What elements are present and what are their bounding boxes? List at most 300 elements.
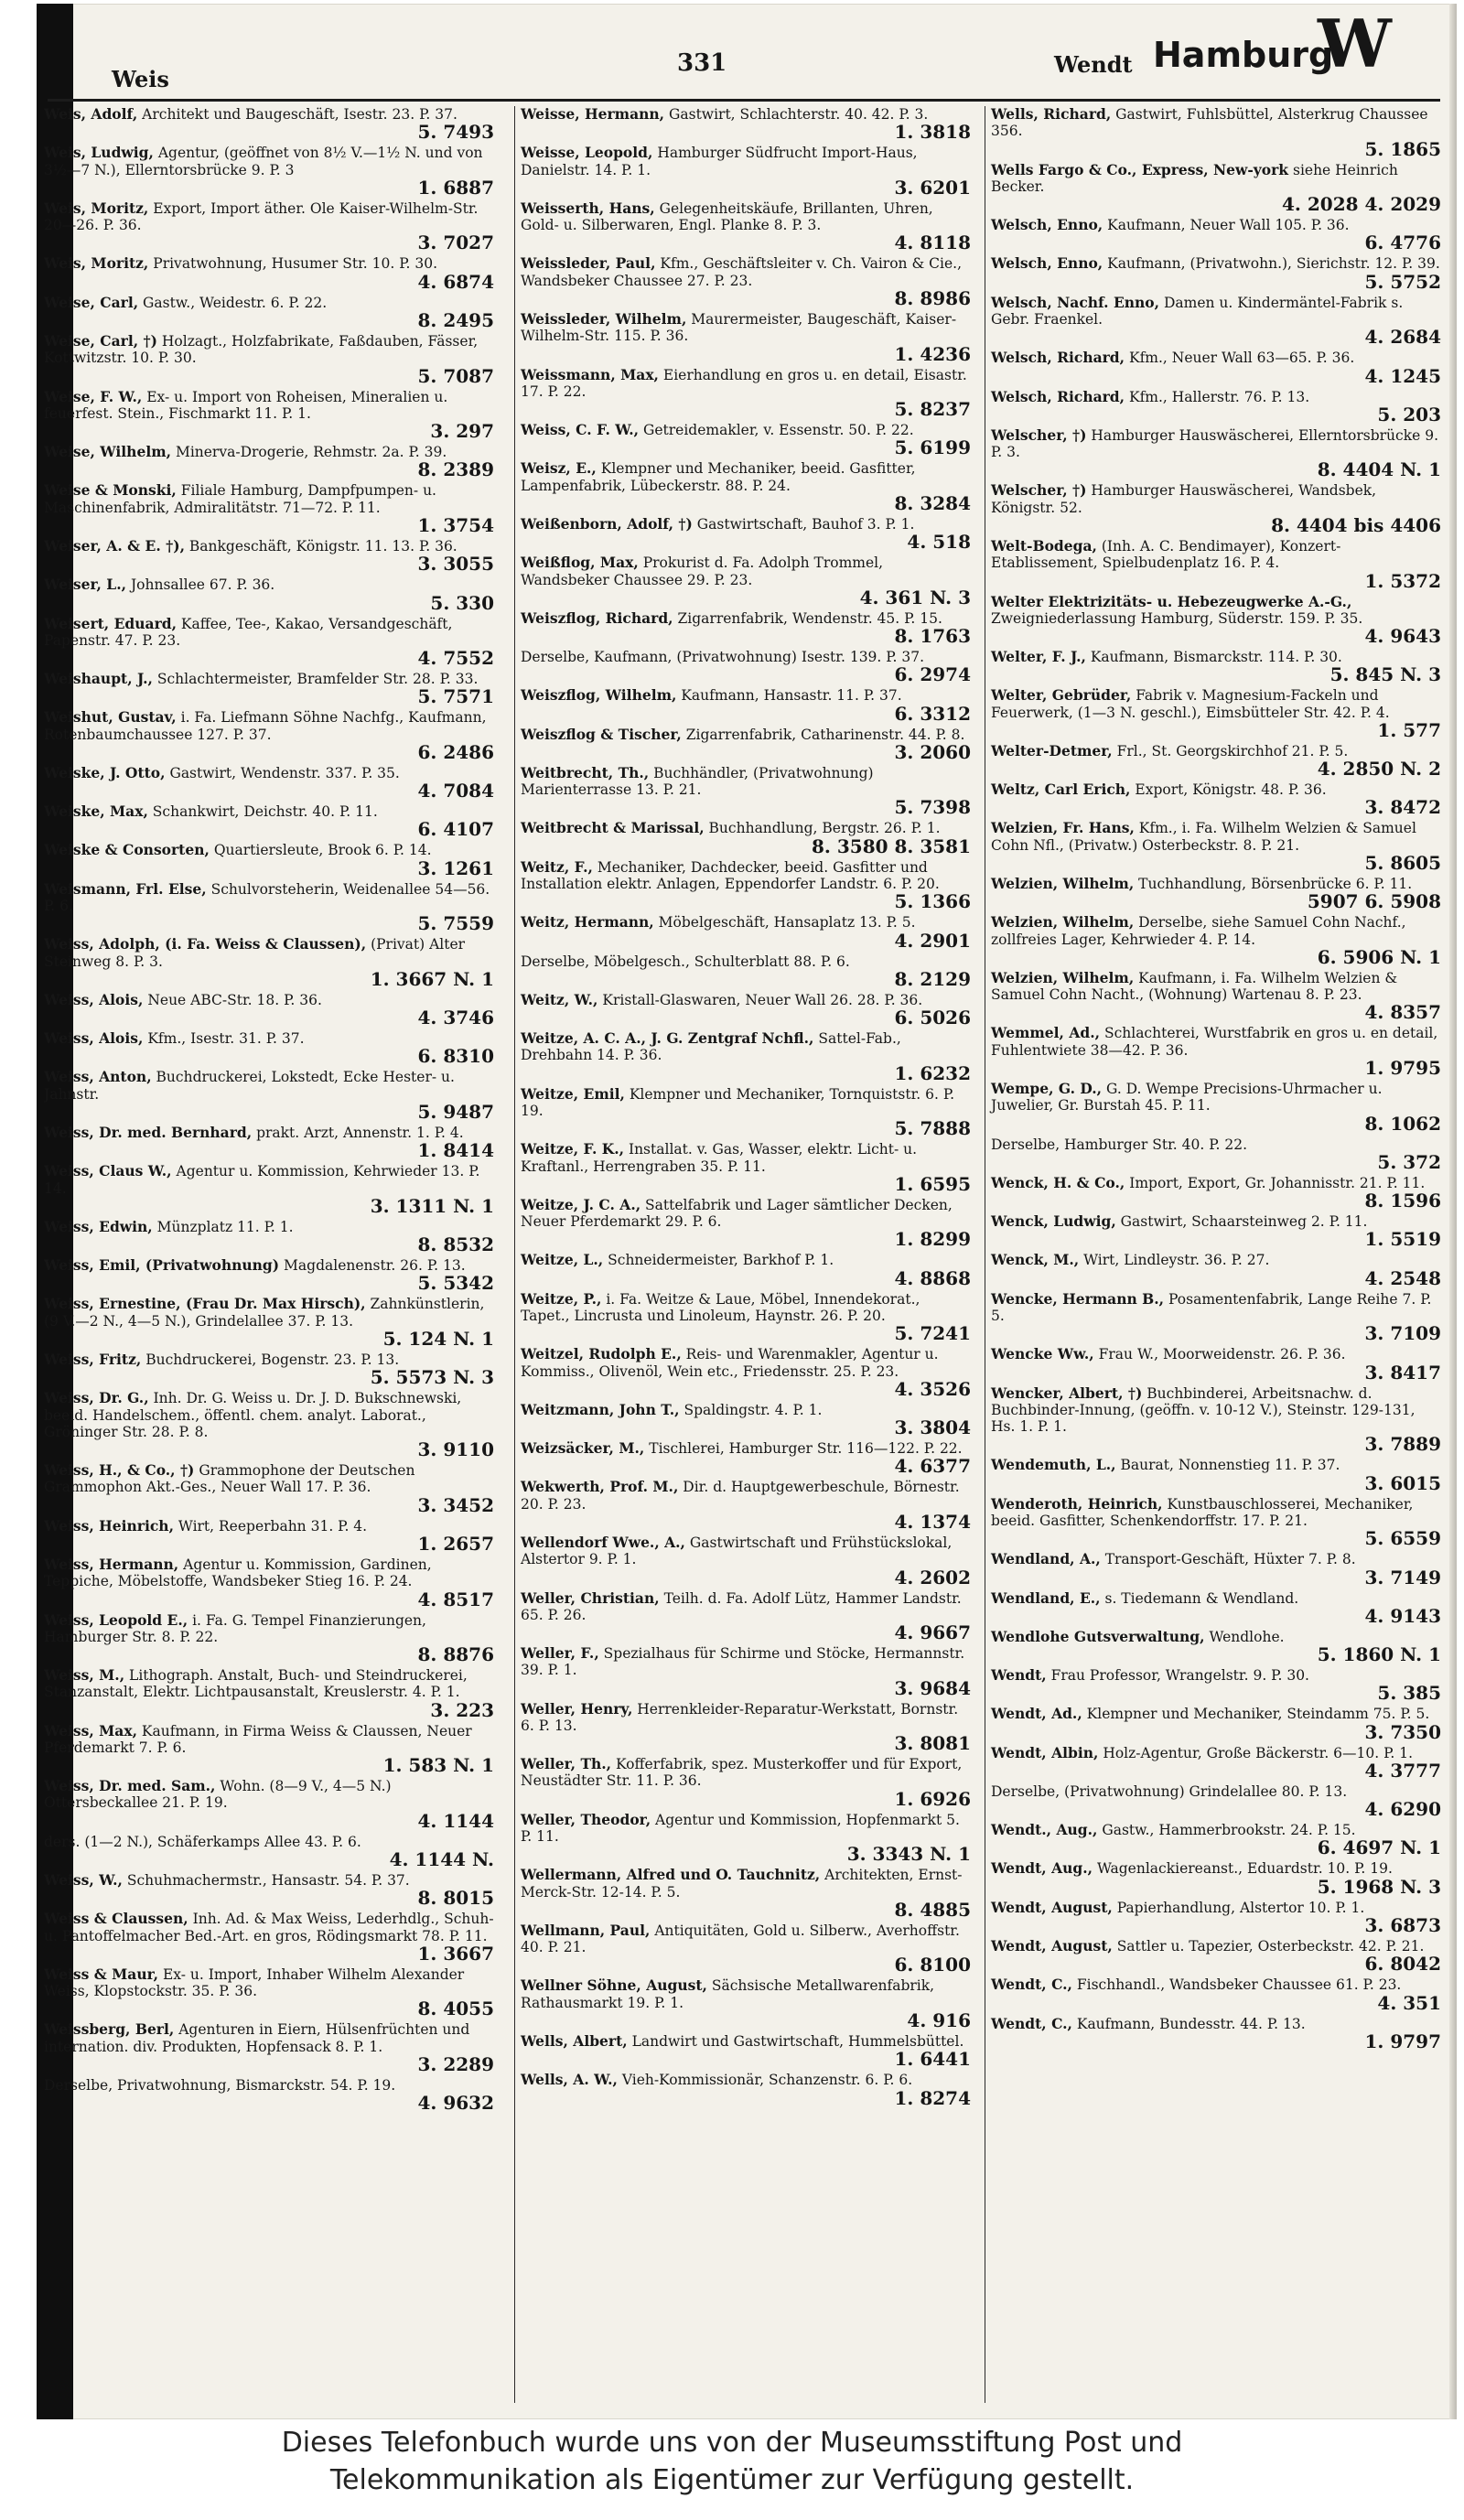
entry-name: Weisse, Hermann, — [521, 106, 665, 123]
directory-entry — [991, 1551, 1441, 1587]
entry-name: Wendemuth, L., — [991, 1456, 1116, 1474]
entry-name: Wendland, E., — [991, 1588, 1101, 1607]
directory-entry — [44, 936, 494, 989]
entry-detail: Buchdruckerei, Bogenstr. 23. P. 13. — [145, 1351, 400, 1368]
entry-detail: Sattel-Fab., Drehbahn 14. P. 36. — [521, 1030, 901, 1064]
directory-entry — [44, 200, 494, 253]
header-last-entry: Wendt — [1054, 51, 1133, 78]
directory-entry — [991, 1629, 1441, 1664]
entry-detail: Buchdruckerei, Lokstedt, Ecke Hester- u. Jahnstr. — [44, 1069, 455, 1103]
entry-phone-number: 5. 6199 — [894, 436, 971, 459]
directory-entry — [521, 1197, 971, 1250]
entry-detail: Derselbe, Hamburger Str. 40. P. 22. — [991, 1136, 1248, 1153]
entry-name: Weißflog, Max, — [521, 554, 639, 572]
directory-entry — [44, 1966, 494, 2019]
entry-detail: i. Fa. Weitze & Laue, Möbel, Innendekorat., Tapet., Lincrusta und Linoleum, Haynstr. 26. P. 20. — [521, 1290, 920, 1324]
directory-entry — [991, 1667, 1441, 1703]
entry-detail: Antiquitäten, Gold u. Silberw., Averhoffstr. 40. P. 21. — [521, 1922, 960, 1956]
directory-entry — [521, 1291, 971, 1344]
entry-name: Wendt, August, — [991, 1937, 1113, 1955]
entry-name: Weiske & Consorten, — [44, 841, 210, 859]
entry-name: Welsch, Richard, — [991, 349, 1125, 367]
entry-detail: Gastw., Hammerbrookstr. 24. P. 15. — [1102, 1822, 1356, 1839]
directory-entry — [44, 1462, 494, 1515]
entry-name: Weißenborn, Adolf, †) — [521, 514, 693, 533]
entry-detail: Agentur u. Kommission, Gardinen, Teppiche, Möbelstoffe, Wandsbeker Stieg 16. P. 24. — [44, 1556, 432, 1590]
entry-phone-number: 5. 7493 — [417, 121, 494, 144]
entry-detail: Teilh. d. Fa. Adolf Lütz, Hammer Landstr. 65. P. 26. — [521, 1589, 962, 1623]
header-first-entry: Weis — [112, 66, 169, 92]
directory-entry — [44, 1556, 494, 1610]
directory-entry — [521, 516, 971, 552]
directory-entry — [991, 1976, 1441, 2012]
entry-name: Welsch, Nachf. Enno, — [991, 293, 1160, 311]
entry-name: Weiss, Hermann, — [44, 1555, 179, 1573]
entry-detail: Gastwirtschaft und Frühstückslokal, Alstertor 9. P. 1. — [521, 1534, 953, 1568]
column-2 — [514, 106, 971, 2403]
entry-name: Wellner Söhne, August, — [521, 1976, 707, 1995]
entry-name: Wells, A. W., — [521, 2071, 618, 2089]
entry-phone-number: 3. 6015 — [1364, 1471, 1441, 1494]
entry-detail: Wirt, Reeperbahn 31. P. 4. — [178, 1517, 368, 1535]
entry-phone-number: 3. 9684 — [894, 1676, 971, 1699]
entry-name: Wencke, Hermann B., — [991, 1289, 1165, 1308]
entry-name: Weishut, Gustav, — [44, 708, 177, 727]
directory-entry — [44, 765, 494, 801]
entry-phone-number: 4. 2684 — [1364, 326, 1441, 349]
entry-detail: Herrenkleider-Reparatur-Werkstatt, Bornstr. 6. P. 13. — [521, 1700, 959, 1734]
directory-entry — [521, 1590, 971, 1643]
entry-phone-number: 1. 5372 — [1364, 569, 1441, 592]
entry-name: Wendt, August, — [991, 1898, 1113, 1916]
entry-phone-number: 5907 6. 5908 — [1307, 890, 1441, 913]
entry-name: Weitzmann, John T., — [521, 1400, 680, 1418]
entry-detail: Wagenlackiereanst., Eduardstr. 10. P. 19. — [1096, 1860, 1393, 1878]
entry-detail: Agentur und Kommission, Hopfenmarkt 5. P. 11. — [521, 1811, 960, 1846]
entry-phone-number: 3. 7027 — [417, 232, 494, 254]
entry-detail: Fabrik v. Magnesium-Fackeln und Feuerwerk, (1—3 N. geschl.), Eimsbütteler Str. 42. P. 4. — [991, 687, 1390, 721]
entry-name: Welsch, Enno, — [991, 254, 1103, 273]
entry-phone-number: 4. 8357 — [1364, 1001, 1441, 1024]
entry-phone-number: 5. 8605 — [1364, 852, 1441, 875]
entry-detail: Buchbinderei, Arbeitsnachw. d. Buchbinder-Innung, (geöffn. v. 10-12 V.), Steinstr. 129-131, Hs. 1. P. 1. — [991, 1384, 1416, 1436]
entry-phone-number: 3. 297 — [430, 420, 494, 443]
entry-phone-number: 6. 5906 N. 1 — [1317, 945, 1441, 968]
entry-name: Weise, Wilhelm, — [44, 443, 172, 461]
entry-phone-number: 1. 6441 — [894, 2048, 971, 2071]
directory-entry — [521, 367, 971, 420]
entry-name: Weiss, C. F. W., — [521, 421, 640, 439]
entry-detail: Schneidermeister, Barkhof P. 1. — [608, 1252, 834, 1269]
entry-detail: Kfm., Neuer Wall 63—65. P. 36. — [1128, 350, 1355, 367]
entry-detail: Kaufmann, in Firma Weiss & Claussen, Neuer Pferdemarkt 7. P. 6. — [44, 1722, 472, 1756]
entry-detail: Hamburger Hauswäscherei, Wandsbek, Königstr. 52. — [991, 482, 1377, 516]
directory-entry — [521, 1645, 971, 1698]
entry-phone-number: 3. 7350 — [1364, 1720, 1441, 1743]
directory-entry — [991, 820, 1441, 873]
entry-name: Welsch, Richard, — [991, 387, 1125, 405]
entry-name: Weiss, Heinrich, — [44, 1516, 174, 1535]
entry-detail: Kristall-Glaswaren, Neuer Wall 26. 28. P. 36. — [602, 991, 923, 1008]
entry-name: Weitbrecht, Th., — [521, 763, 650, 781]
entry-phone-number: 4. 6290 — [1364, 1798, 1441, 1821]
entry-name: Wellmann, Paul, — [521, 1921, 651, 1939]
page-number: 331 — [677, 49, 727, 77]
entry-detail: Inh. Dr. G. Weiss u. Dr. J. D. Bukschnewski, beeid. Handelschem., öffentl. chem. analyt. Laborat., Gröninger Str. 28. P. 8. — [44, 1390, 462, 1440]
directory-entry — [44, 2077, 494, 2113]
entry-name: Weiss, Fritz, — [44, 1350, 142, 1368]
entry-name: Wells Fargo & Co., Express, New-york — [991, 160, 1289, 178]
entry-detail: Reis- und Warenmakler, Agentur u. Kommiss., Olivenöl, Wein etc., Friedensstr. 25. P. 23. — [521, 1346, 939, 1380]
entry-phone-number: 3. 2060 — [894, 740, 971, 763]
directory-entry — [991, 1745, 1441, 1781]
entry-phone-number: 4. 2850 N. 2 — [1317, 758, 1441, 781]
entry-phone-number: 6. 8100 — [894, 1954, 971, 1976]
directory-entry — [521, 914, 971, 950]
entry-detail: Frau Professor, Wrangelstr. 9. P. 30. — [1050, 1667, 1309, 1685]
entry-name: Weller, Th., — [521, 1755, 612, 1773]
directory-entry — [991, 162, 1441, 215]
directory-entry — [991, 295, 1441, 348]
entry-detail: siehe Heinrich Becker. — [991, 161, 1398, 195]
entry-name: Wencker, Albert, †) — [991, 1384, 1143, 1402]
entry-name: Weiss & Maur, — [44, 1965, 159, 1983]
entry-detail: Derselbe, siehe Samuel Cohn Nachf., zollfreies Lager, Kehrwieder 4. P. 14. — [991, 914, 1406, 948]
entry-phone-number: 1. 8299 — [894, 1228, 971, 1251]
entry-phone-number: 4. 2602 — [894, 1566, 971, 1588]
entry-phone-number: 8. 1763 — [894, 625, 971, 648]
directory-entry — [991, 1938, 1441, 1974]
directory-entry — [521, 765, 971, 818]
entry-detail: Tuchhandlung, Börsenbrücke 6. P. 11. — [1138, 876, 1413, 893]
entry-phone-number: 3. 8472 — [1364, 796, 1441, 819]
entry-detail: Johnsallee 67. P. 36. — [130, 576, 275, 594]
entry-name: Weiss, H., & Co., †) — [44, 1461, 195, 1480]
entry-name: Weiss, Max, — [44, 1721, 137, 1739]
entry-name: Weller, Theodor, — [521, 1810, 651, 1828]
directory-entry — [44, 671, 494, 706]
directory-entry — [521, 1701, 971, 1754]
directory-entry — [44, 1125, 494, 1160]
entry-detail: Derselbe, (Privatwohnung) Grindelallee 80. P. 13. — [991, 1782, 1348, 1800]
entry-phone-number: 4. 2901 — [894, 929, 971, 952]
entry-detail: Kaufmann, (Privatwohn.), Sierichstr. 12. P. 39. — [1107, 255, 1440, 273]
directory-entry — [521, 200, 971, 253]
directory-entry — [44, 1834, 494, 1869]
directory-entry — [44, 842, 494, 878]
entry-detail: Fischhandl., Wandsbeker Chaussee 61. P. 23. — [1076, 1976, 1402, 1994]
directory-entry — [991, 1291, 1441, 1344]
entry-name: Wells, Richard, — [991, 106, 1112, 123]
entry-phone-number: 1. 6926 — [894, 1787, 971, 1810]
entry-phone-number: 1. 3667 — [417, 1942, 494, 1965]
entry-detail: Kaufmann, Hansastr. 11. P. 37. — [681, 687, 902, 705]
entry-detail: Schlachtermeister, Bramfelder Str. 28. P. 33. — [156, 671, 479, 688]
entry-detail: Zweigniederlassung Hamburg, Süderstr. 159. P. 35. — [991, 609, 1363, 627]
entry-phone-number: 1. 9795 — [1364, 1057, 1441, 1079]
entry-phone-number: 6. 2974 — [894, 663, 971, 686]
entry-phone-number: 6. 8042 — [1364, 1953, 1441, 1976]
entry-phone-number: 4. 1144 — [417, 1809, 494, 1832]
entry-detail: Sattler u. Tapezier, Osterbeckstr. 42. P. 21. — [1116, 1938, 1425, 1955]
entry-name: Weiss, W., — [44, 1871, 123, 1890]
entry-phone-number: 5. 7398 — [894, 796, 971, 819]
entry-detail: Gastw., Weidestr. 6. P. 22. — [143, 294, 328, 311]
entry-detail: Klempner und Mechaniker, Steindamm 75. P. 5. — [1086, 1706, 1430, 1723]
entry-phone-number: 8. 8876 — [417, 1643, 494, 1666]
entry-detail: Tischlerei, Hamburger Str. 116—122. P. 22. — [649, 1440, 963, 1458]
entry-phone-number: 4. 9143 — [1364, 1604, 1441, 1627]
entry-name: Weiske, Max, — [44, 802, 148, 821]
directory-entry — [991, 538, 1441, 591]
directory-entry — [44, 1257, 494, 1293]
entry-detail: Spaldingstr. 4. P. 1. — [684, 1401, 823, 1418]
entry-phone-number: 4. 7552 — [417, 647, 494, 670]
entry-name: Welter, F. J., — [991, 648, 1086, 666]
entry-name: Weitz, Hermann, — [521, 913, 654, 932]
entry-name: Weis, Adolf, — [44, 106, 138, 123]
entry-detail: Transport-Geschäft, Hüxter 7. P. 8. — [1104, 1551, 1356, 1568]
directory-entry — [991, 1457, 1441, 1492]
entry-detail: Kaufmann, i. Fa. Wilhelm Welzien & Samuel Cohn Nacht., (Wohnung) Wartenau 8. P. 23. — [991, 969, 1398, 1004]
entry-detail: Dir. d. Hauptgewerbeschule, Börnestr. 20. P. 23. — [521, 1479, 960, 1513]
directory-entry — [521, 727, 971, 762]
entry-name: Weitze, J. C. A., — [521, 1195, 641, 1213]
entry-detail: Maurermeister, Baugeschäft, Kaiser-Wilhelm-Str. 115. P. 36. — [521, 310, 957, 345]
directory-entry — [521, 953, 971, 989]
directory-entry — [991, 781, 1441, 817]
entry-name: Weis, Moritz, — [44, 254, 149, 273]
directory-entry — [991, 743, 1441, 779]
entry-name: Weis, Ludwig, — [44, 144, 154, 162]
entry-detail: Spezialhaus für Schirme und Stöcke, Hermannstr. 39. P. 1. — [521, 1645, 965, 1679]
entry-name: Weiser, A. & E. †), — [44, 536, 185, 555]
entry-detail: Kfm., Geschäftsleiter v. Ch. Vairon & Cie., Wandsbeker Chaussee 27. P. 23. — [521, 255, 963, 289]
entry-detail: Wendlohe. — [1209, 1628, 1285, 1645]
entry-detail: Papierhandlung, Alstertor 10. P. 1. — [1116, 1899, 1365, 1916]
directory-entry — [991, 687, 1441, 740]
directory-entry — [991, 1081, 1441, 1134]
entry-name: Weller, Christian, — [521, 1588, 660, 1607]
entry-detail: Quartiersleute, Brook 6. P. 14. — [213, 842, 432, 859]
entry-phone-number: 8. 2389 — [417, 458, 494, 481]
entry-phone-number: 8. 4404 N. 1 — [1317, 458, 1441, 481]
entry-phone-number: 5. 8237 — [894, 398, 971, 421]
entry-detail: Getreidemakler, v. Essenstr. 50. P. 22. — [642, 422, 914, 439]
entry-name: Weiszflog & Tischer, — [521, 725, 682, 743]
entry-name: Weizsäcker, M., — [521, 1439, 645, 1458]
entry-detail: Derselbe, Kaufmann, (Privatwohnung) Isestr. 139. P. 37. — [521, 649, 925, 666]
entry-detail: i. Fa. G. Tempel Finanzierungen, Hamburger Str. 8. P. 22. — [44, 1611, 426, 1645]
directory-entry — [44, 1352, 494, 1387]
entry-name: Wells, Albert, — [521, 2032, 628, 2050]
directory-entry — [521, 460, 971, 513]
entry-phone-number: 8. 8015 — [417, 1887, 494, 1910]
entry-detail: ders. (1—2 N.), Schäferkamps Allee 43. P. 6. — [44, 1833, 361, 1850]
entry-phone-number: 4. 9643 — [1364, 625, 1441, 648]
entry-phone-number: 3. 3343 N. 1 — [846, 1843, 971, 1866]
entry-name: Wempe, G. D., — [991, 1080, 1103, 1097]
directory-entry — [44, 1030, 494, 1066]
entry-phone-number: 5. 1366 — [894, 890, 971, 913]
directory-entry — [44, 1778, 494, 1831]
entry-name: Weitze, F. K., — [521, 1140, 625, 1158]
directory-entry — [991, 1025, 1441, 1078]
entry-name: Weise & Monski, — [44, 481, 177, 500]
entry-phone-number: 1. 8274 — [894, 2086, 971, 2109]
entry-detail: Holzagt., Holzfabrikate, Faßdauben, Fässer, Kottwitzstr. 10. P. 30. — [44, 332, 479, 367]
directory-entry — [44, 538, 494, 574]
entry-phone-number: 4. 3777 — [1364, 1759, 1441, 1782]
entry-detail: Export, Import äther. Ole Kaiser-Wilhelm-Str. 20—26. P. 36. — [44, 199, 479, 234]
directory-entry — [44, 295, 494, 330]
directory-entry — [44, 1296, 494, 1349]
entry-name: Wendlohe Gutsverwaltung, — [991, 1627, 1205, 1645]
entry-detail: Baurat, Nonnenstieg 11. P. 37. — [1120, 1457, 1340, 1474]
directory-entry — [521, 1867, 971, 1920]
entry-detail: Gastwirt, Schlachterstr. 40. 42. P. 3. — [669, 106, 929, 123]
directory-entry — [991, 649, 1441, 684]
entry-name: Weitze, L., — [521, 1251, 604, 1269]
entry-name: Weisz, E., — [521, 459, 597, 478]
entry-phone-number: 5. 9487 — [417, 1101, 494, 1123]
page-header — [37, 4, 1457, 95]
entry-name: Weiss, Leopold E., — [44, 1610, 188, 1629]
entry-detail: Gastwirtschaft, Bauhof 3. P. 1. — [696, 515, 915, 533]
entry-name: Wendt., Aug., — [991, 1821, 1098, 1839]
directory-entry — [521, 311, 971, 364]
entry-detail: Kaufmann, Bundesstr. 44. P. 13. — [1076, 2015, 1306, 2032]
entry-detail: Kaufmann, Neuer Wall 105. P. 36. — [1107, 217, 1350, 234]
entry-detail: Schulvorsteherin, Weidenallee 54—56. P. 6. — [44, 880, 490, 915]
entry-detail: Derselbe, Möbelgesch., Schulterblatt 88. P. 6. — [521, 953, 850, 970]
entry-phone-number: 3. 6873 — [1364, 1914, 1441, 1937]
directory-entry — [991, 1346, 1441, 1382]
entry-phone-number: 1. 583 N. 1 — [382, 1754, 494, 1777]
entry-phone-number: 4. 7084 — [417, 780, 494, 802]
entry-name: Weissleder, Paul, — [521, 254, 656, 273]
entry-phone-number: 5. 6559 — [1364, 1527, 1441, 1550]
entry-phone-number: 5. 7888 — [894, 1117, 971, 1140]
entry-phone-number: 4. 1374 — [894, 1510, 971, 1533]
entry-name: Weiser, L., — [44, 576, 127, 594]
entry-phone-number: 4. 9632 — [417, 2092, 494, 2115]
directory-entry — [991, 1783, 1441, 1819]
directory-entry — [991, 350, 1441, 385]
entry-name: Wellermann, Alfred und O. Tauchnitz, — [521, 1866, 821, 1884]
directory-entry — [44, 1518, 494, 1554]
entry-phone-number: 5. 7559 — [417, 912, 494, 935]
directory-entry — [991, 106, 1441, 159]
entry-phone-number: 1. 5519 — [1364, 1228, 1441, 1251]
directory-entry — [521, 1812, 971, 1865]
entry-name: Weiss, Adolph, (i. Fa. Weiss & Claussen), — [44, 935, 367, 953]
entry-phone-number: 3. 8081 — [894, 1732, 971, 1755]
entry-phone-number: 4. 8868 — [894, 1266, 971, 1289]
entry-detail: Installat. v. Gas, Wasser, elektr. Licht- u. Kraftanl., Herrengraben 35. P. 11. — [521, 1141, 918, 1175]
entry-detail: Schuhmachermstr., Hansastr. 54. P. 37. — [126, 1872, 410, 1890]
directory-entry — [521, 1756, 971, 1809]
entry-name: Weitze, Emil, — [521, 1084, 625, 1103]
entry-name: Weller, F., — [521, 1644, 599, 1663]
entry-detail: Kfm., Hallerstr. 76. P. 13. — [1128, 388, 1310, 405]
directory-entry — [991, 1175, 1441, 1211]
entry-phone-number: 4. 1245 — [1364, 364, 1441, 387]
directory-entry — [44, 2021, 494, 2074]
entry-phone-number: 3. 7109 — [1364, 1322, 1441, 1345]
directory-entry — [521, 1535, 971, 1588]
entry-name: Weissleder, Wilhelm, — [521, 309, 687, 328]
entry-name: Welscher, †) — [991, 481, 1087, 500]
entry-name: Wenck, H. & Co., — [991, 1173, 1125, 1191]
entry-detail: Frau W., Moorweidenstr. 26. P. 36. — [1098, 1346, 1346, 1363]
entry-detail: Wirt, Lindleystr. 36. P. 27. — [1083, 1252, 1270, 1269]
entry-name: Weissberg, Berl, — [44, 2020, 175, 2039]
directory-entry — [991, 1706, 1441, 1741]
entry-name: Weltz, Carl Erich, — [991, 781, 1131, 799]
entry-name: Wendland, A., — [991, 1550, 1101, 1568]
entry-name: Welzien, Wilhelm, — [991, 875, 1135, 893]
entry-detail: Magdalenenstr. 26. P. 13. — [284, 1257, 466, 1275]
entry-phone-number: 5. 5573 N. 3 — [370, 1366, 494, 1389]
entry-detail: Eierhandlung en gros u. en detail, Eisastr. 17. P. 22. — [521, 366, 967, 400]
directory-entry — [44, 333, 494, 386]
entry-phone-number: 1. 6887 — [417, 176, 494, 199]
entry-detail: Agentur, (geöffnet von 8½ V.—1½ N. und von 3½—7 N.), Ellerntorsbrücke 9. P. 3 — [44, 145, 483, 178]
entry-phone-number: 6. 4697 N. 1 — [1317, 1836, 1441, 1859]
directory-entry — [44, 145, 494, 198]
directory-entry — [991, 1860, 1441, 1896]
entry-detail: Grammophone der Deutschen Grammophon Akt.-Ges., Neuer Wall 17. P. 36. — [44, 1462, 415, 1496]
entry-phone-number: 8. 3580 8. 3581 — [812, 835, 971, 857]
directory-entry — [44, 255, 494, 291]
header-rule — [48, 99, 1440, 102]
directory-entry — [44, 992, 494, 1028]
directory-entry — [44, 389, 494, 442]
entry-phone-number: 1. 8414 — [417, 1139, 494, 1162]
entry-detail: Klempner und Mechaniker, Tornquiststr. 6. P. 19. — [521, 1085, 955, 1119]
entry-name: Welscher, †) — [991, 425, 1087, 444]
entry-phone-number: 1. 6232 — [894, 1061, 971, 1084]
directory-entry — [991, 1252, 1441, 1287]
directory-entry — [521, 2033, 971, 2069]
entry-name: Weiszflog, Wilhelm, — [521, 686, 677, 705]
entry-phone-number: 3. 1261 — [417, 856, 494, 879]
entry-name: Weise, F. W., — [44, 387, 143, 405]
entry-phone-number: 5. 5342 — [417, 1272, 494, 1295]
entry-phone-number: 1. 4236 — [894, 342, 971, 365]
header-city: Hamburg — [1153, 35, 1334, 75]
directory-entry — [521, 106, 971, 142]
footer-notice — [0, 2419, 1464, 2520]
entry-detail: (Privat) Alter Steinweg 8. P. 3. — [44, 936, 466, 970]
directory-entry — [991, 1385, 1441, 1455]
entry-detail: Zahnkünstlerin, (9 V.—2 N., 4—5 N.), Grindelallee 37. P. 13. — [44, 1296, 485, 1330]
entry-phone-number: 5. 1865 — [1364, 137, 1441, 160]
directory-entry — [44, 1723, 494, 1776]
entry-phone-number: 4. 6377 — [894, 1455, 971, 1478]
directory-entry — [521, 1252, 971, 1287]
entry-detail: Buchhändler, (Privatwohnung) Marienterrasse 13. P. 21. — [521, 764, 874, 799]
entry-name: Weiss, Anton, — [44, 1068, 152, 1086]
entry-phone-number: 5. 1860 N. 1 — [1317, 1643, 1441, 1666]
entry-detail: Münzplatz 11. P. 1. — [156, 1218, 294, 1235]
entry-detail: Prokurist d. Fa. Adolph Trommel, Wandsbeker Chaussee 29. P. 23. — [521, 555, 884, 588]
directory-entry — [44, 881, 494, 934]
entry-phone-number: 3. 3804 — [894, 1416, 971, 1439]
page-edge — [1449, 4, 1457, 2419]
directory-entry — [44, 1390, 494, 1459]
